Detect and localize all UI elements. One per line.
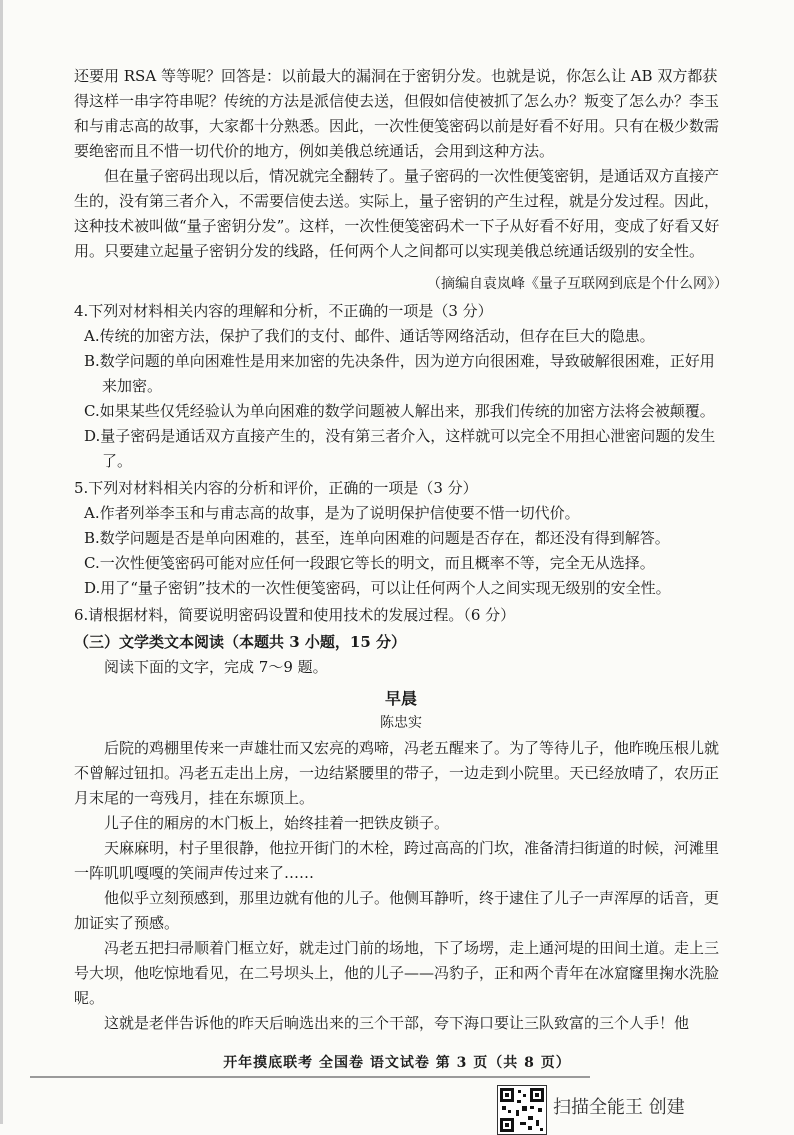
footer-rule	[30, 1076, 590, 1078]
scanner-watermark: 扫描全能王 创建	[553, 1097, 685, 1118]
page-footer: 开年摸底联考 全国卷 语文试卷 第 3 页（共 8 页）	[223, 1055, 571, 1071]
question-4-option-a: A.传统的加密方法，保护了我们的支付、邮件、通话等网络活动，但存在巨大的隐患。	[84, 327, 655, 345]
story-paragraph-2: 儿子住的厢房的木门板上，始终挂着一把铁皮锁子。	[104, 814, 450, 832]
scan-edge	[0, 0, 3, 1124]
story-paragraph-4: 他似乎立刻预感到，那里边就有他的儿子。他侧耳静听，终于逮住了儿子一声浑厚的话音，更加证实了预感。	[74, 889, 720, 932]
question-6: 6.请根据材料，简要说明密码设置和使用技术的发展过程。（6 分）	[74, 606, 516, 624]
question-4-option-c: C.如果某些仅凭经验认为单向困难的数学问题被人解出来，那我们传统的加密方法将会被颠覆。	[84, 402, 715, 420]
paragraph-2: 但在量子密码出现以后，情况就完全翻转了。量子密码的一次性便笺密钥，是通话双方直接产生的，没有第三者介入，不需要信使去送。实际上，量子密钥的产生过程，就是分发过程。因此，这种技术被叫做“量子密钥分发”。这样，一次性便笺密码术一下子从好看不好用，变成了好看又好用。只要建立起量子密钥分发的线路，任何两个人之间都可以实现美俄总统通话级别的安全性。	[74, 167, 720, 260]
question-5-option-c: C.一次性便笺密码可能对应任何一段跟它等长的明文，而且概率不等，完全无从选择。	[84, 554, 655, 572]
story-paragraph-1: 后院的鸡棚里传来一声雄壮而又宏亮的鸡啼，冯老五醒来了。为了等待儿子，他昨晚压根儿就不曾解过钮扣。冯老五走出上房，一边结紧腰里的带子，一边走到小院里。天已经放晴了，农历正月末尾的一弯残月，挂在东塬顶上。	[74, 739, 720, 807]
paragraph-1: 还要用 RSA 等等呢？回答是：以前最大的漏洞在于密钥分发。也就是说，你怎么让 AB 双方都获得这样一串字符串呢？传统的方法是派信使去送，但假如信使被抓了怎么办？叛变了怎么办？李玉和与甫志高的故事，大家都十分熟悉。因此，一次性便笺密码以前是好看不好用。只有在极少数需要绝密而且不惜一切代价的地方，例如美俄总统通话，会用到这种方法。	[74, 67, 720, 160]
section-3-instruction: 阅读下面的文字，完成 7～9 题。	[104, 658, 328, 676]
story-title: 早晨	[384, 689, 417, 708]
section-3-heading: （三）文学类文本阅读（本题共 3 小题，15 分）	[74, 633, 406, 651]
story-paragraph-6: 这就是老伴告诉他的昨天后晌选出来的三个干部，夸下海口要让三队致富的三个人手！他	[104, 1014, 690, 1032]
source-citation: （摘编自袁岚峰《量子互联网到底是个什么网》）	[427, 276, 728, 292]
question-4-stem: 4.下列对材料相关内容的理解和分析，不正确的一项是（3 分）	[74, 302, 493, 320]
story-author: 陈忠实	[380, 715, 422, 731]
question-4-option-b: B.数学问题的单向困难性是用来加密的先决条件，因为逆方向很困难，导致破解很困难，正好用来加密。	[84, 352, 715, 395]
question-4-option-d: D.量子密码是通话双方直接产生的，没有第三者介入，这样就可以完全不用担心泄密问题的发生了。	[84, 427, 716, 470]
page-content	[74, 64, 728, 1036]
question-5-option-a: A.作者列举李玉和与甫志高的故事，是为了说明保护信使要不惜一切代价。	[84, 504, 580, 522]
question-5-option-d: D.用了“量子密钥”技术的一次性便笺密码，可以让任何两个人之间实现无级别的安全性。	[84, 579, 671, 597]
qr-code-icon	[497, 1085, 547, 1135]
question-5-option-b: B.数学问题是否是单向困难的，甚至，连单向困难的问题是否存在，都还没有得到解答。	[84, 529, 670, 547]
story-paragraph-5: 冯老五把扫帚顺着门框立好，就走过门前的场地，下了场塄，走上通河堤的田间土道。走上三号大坝，他吃惊地看见，在二号坝头上，他的儿子——冯豹子，正和两个青年在冰窟窿里掬水洗脸呢。	[74, 939, 720, 1007]
story-paragraph-3: 天麻麻明，村子里很静，他拉开街门的木栓，跨过高高的门坎，准备清扫街道的时候，河滩里一阵叽叽嘎嘎的笑闹声传过来了……	[74, 839, 720, 882]
question-5-stem: 5.下列对材料相关内容的分析和评价，正确的一项是（3 分）	[74, 479, 478, 497]
